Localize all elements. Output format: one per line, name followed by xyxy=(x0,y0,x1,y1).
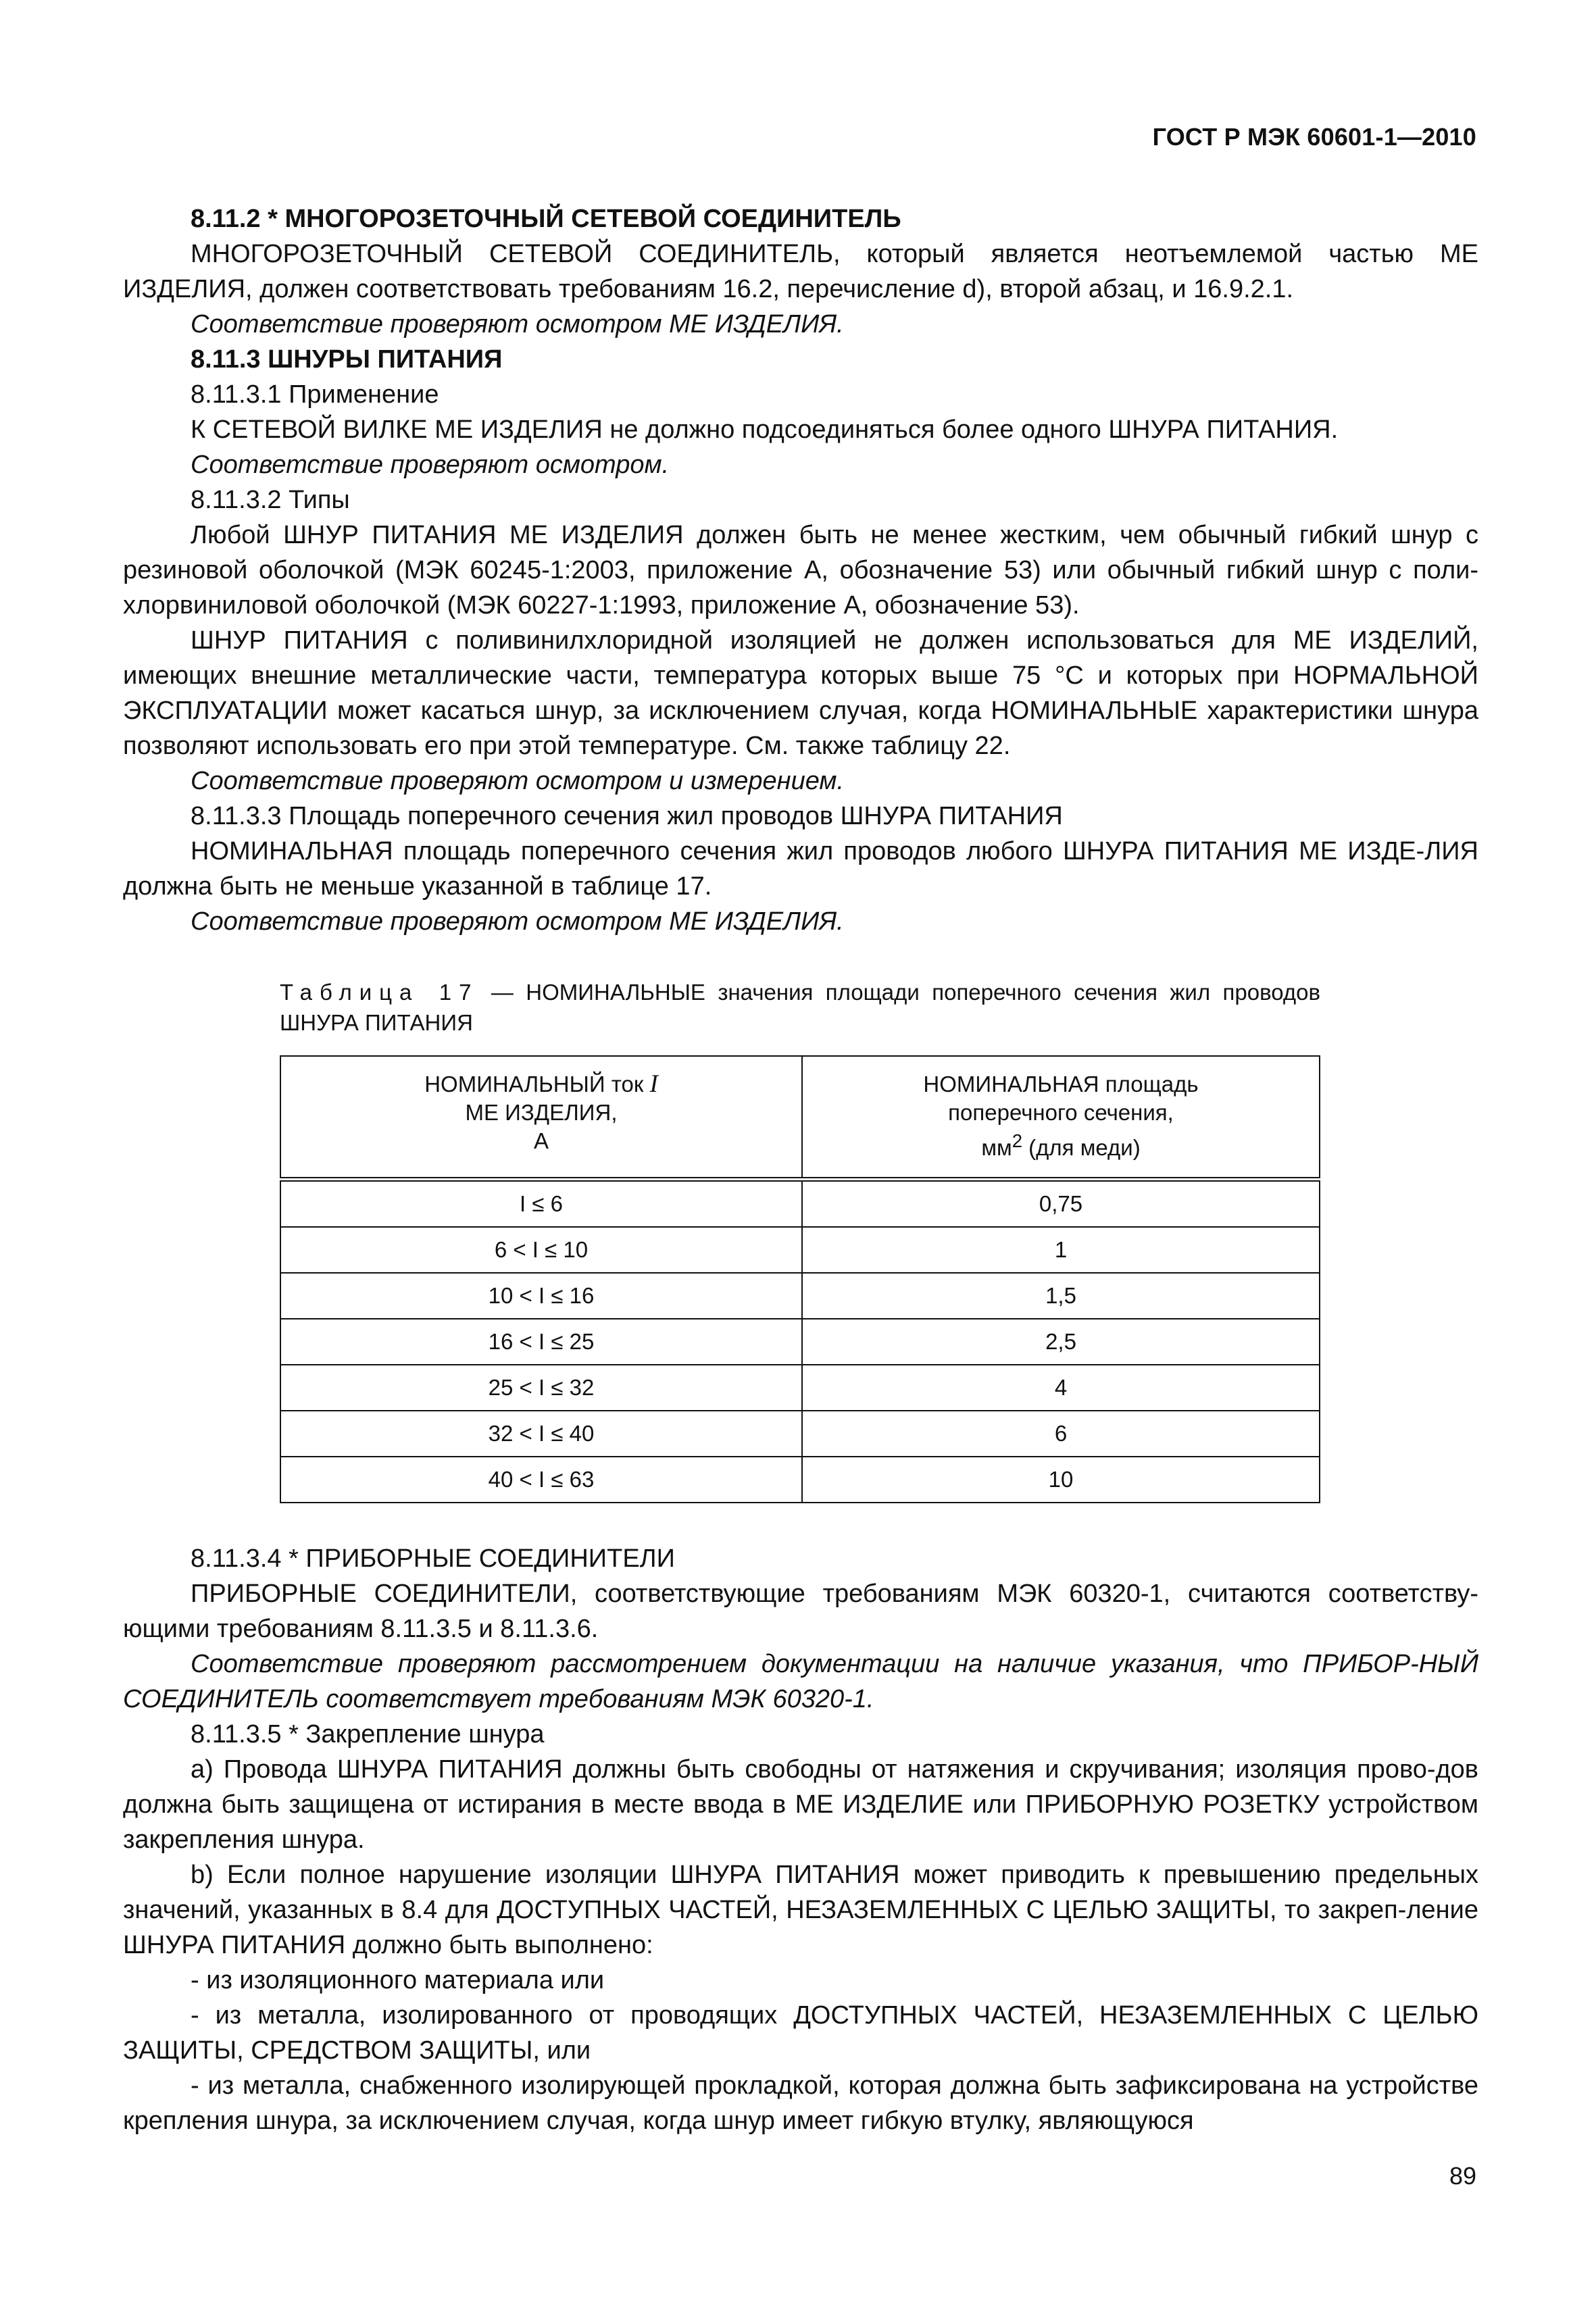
section-8-11-3-3-compliance: Соответствие проверяют осмотром МЕ ИЗДЕЛИЯ. xyxy=(191,907,844,936)
current-cell: 25 < I ≤ 32 xyxy=(280,1365,802,1411)
section-8-11-3-4-heading: 8.11.3.4 * ПРИБОРНЫЕ СОЕДИНИТЕЛИ xyxy=(191,1544,675,1573)
area-cell: 1,5 xyxy=(802,1273,1320,1319)
section-8-11-3-3-text: НОМИНАЛЬНАЯ площадь поперечного сечения жил проводов любого ШНУРА ПИТАНИЯ МЕ ИЗДЕ-ЛИЯ должна быть не меньше указанной в таблице 17. xyxy=(123,837,1478,901)
area-cell: 6 xyxy=(802,1411,1320,1457)
section-8-11-3-4-compliance: Соответствие проверяют рассмотрением документации на наличие указания, что ПРИБОР-НЫЙ СОЕДИНИТЕЛЬ соответствует требованиям МЭК 60320-1. xyxy=(123,1650,1478,1713)
table-row xyxy=(280,1365,1320,1411)
section-8-11-3-heading: 8.11.3 ШНУРЫ ПИТАНИЯ xyxy=(191,345,503,374)
section-8-11-3-3-heading: 8.11.3.3 Площадь поперечного сечения жил проводов ШНУРА ПИТАНИЯ xyxy=(191,802,1063,830)
column-header-area-unit: мм xyxy=(981,1135,1012,1160)
section-8-11-2-heading: 8.11.2 * МНОГОРОЗЕТОЧНЫЙ СЕТЕВОЙ СОЕДИНИТЕЛЬ xyxy=(191,205,901,233)
table-row xyxy=(280,1319,1320,1365)
standard-code-header: ГОСТ Р МЭК 60601-1—2010 xyxy=(1152,123,1476,151)
section-8-11-3-5-dash-1: - из изоляционного материала или xyxy=(191,1966,605,1994)
document-body xyxy=(123,201,1478,2138)
section-8-11-2-compliance: Соответствие проверяют осмотром МЕ ИЗДЕЛИЯ. xyxy=(191,310,844,338)
section-8-11-3-5-dash-3: - из металла, снабженного изолирующей прокладкой, которая должна быть зафиксирована на устройстве крепления шнура, за исключением случая, когда шнур имеет гибкую втулку, являющуюся xyxy=(123,2071,1478,2135)
section-8-11-3-1-compliance: Соответствие проверяют осмотром. xyxy=(191,451,670,479)
section-8-11-3-2-compliance: Соответствие проверяют осмотром и измерением. xyxy=(191,767,845,795)
section-8-11-3-1-heading: 8.11.3.1 Применение xyxy=(191,380,439,409)
table-17-caption-text: — НОМИНАЛЬНЫЕ значения площади поперечного сечения жил проводов ШНУРА ПИТАНИЯ xyxy=(280,980,1320,1035)
current-cell: 6 < I ≤ 10 xyxy=(280,1227,802,1273)
current-cell: 16 < I ≤ 25 xyxy=(280,1319,802,1365)
section-8-11-3-5-item-a: а) Провода ШНУРА ПИТАНИЯ должны быть свободны от натяжения и скручивания; изоляция прово-дов должна быть защищена от истирания в месте ввода в МЕ ИЗДЕЛИЕ или ПРИБОРНУЮ РОЗЕТКУ устройством закрепления шнура. xyxy=(123,1755,1478,1854)
section-8-11-3-5-heading: 8.11.3.5 * Закрепление шнура xyxy=(191,1720,545,1749)
column-header-area-label: НОМИНАЛЬНАЯ площадь xyxy=(923,1072,1199,1097)
current-cell: 40 < I ≤ 63 xyxy=(280,1457,802,1503)
table-17-caption-label: Таблица 17 xyxy=(280,980,479,1005)
current-variable: I xyxy=(649,1070,658,1098)
unit-superscript: 2 xyxy=(1012,1130,1022,1151)
section-8-11-3-2-text-1: Любой ШНУР ПИТАНИЯ МЕ ИЗДЕЛИЯ должен быть не менее жестким, чем обычный гибкий шнур с резиновой оболочкой (МЭК 60245-1:2003, приложение А, обозначение 53) или обычный гибкий шнур с поли-хлорвиниловой оболочкой (МЭК 60227-1:1993, приложение А, обозначение 53). xyxy=(123,521,1478,620)
current-cell: I ≤ 6 xyxy=(280,1180,802,1228)
column-header-current-unit: А xyxy=(533,1128,549,1153)
table-row xyxy=(280,1411,1320,1457)
area-cell: 2,5 xyxy=(802,1319,1320,1365)
table-row xyxy=(280,1457,1320,1503)
column-header-area-line2: поперечного сечения, xyxy=(948,1100,1174,1125)
column-header-current-label: НОМИНАЛЬНЫЙ ток xyxy=(424,1072,650,1097)
page-number: 89 xyxy=(1449,2162,1476,2190)
section-8-11-3-4-text: ПРИБОРНЫЕ СОЕДИНИТЕЛИ, соответствующие требованиям МЭК 60320-1, считаются соответству-ющими требованиям 8.11.3.5 и 8.11.3.6. xyxy=(123,1580,1478,1643)
area-cell: 0,75 xyxy=(802,1180,1320,1228)
column-header-area xyxy=(802,1056,1320,1180)
table-row xyxy=(280,1227,1320,1273)
section-8-11-3-5-item-b: b) Если полное нарушение изоляции ШНУРА ПИТАНИЯ может приводить к превышению предельных значений, указанных в 8.4 для ДОСТУПНЫХ ЧАСТЕЙ, НЕЗАЗЕМЛЕННЫХ С ЦЕЛЬЮ ЗАЩИТЫ, то закреп-ление ШНУРА ПИТАНИЯ должно быть выполнено: xyxy=(123,1861,1478,1959)
section-8-11-3-2-heading: 8.11.3.2 Типы xyxy=(191,486,350,514)
section-8-11-3-2-text-2: ШНУР ПИТАНИЯ с поливинилхлоридной изоляцией не должен использоваться для МЕ ИЗДЕЛИЙ, имеющих внешние металлические части, температура которых выше 75 °С и которых при НОРМАЛЬНОЙ ЭКСПЛУАТАЦИИ может касаться шнур, за исключением случая, когда НОМИНАЛЬНЫЕ характеристики шнура позволяют использовать его при этой температуре. См. также таблицу 22. xyxy=(123,626,1478,760)
section-8-11-3-1-text: К СЕТЕВОЙ ВИЛКЕ МЕ ИЗДЕЛИЯ не должно подсоединяться более одного ШНУРА ПИТАНИЯ. xyxy=(191,416,1339,444)
section-8-11-2-text: МНОГОРОЗЕТОЧНЫЙ СЕТЕВОЙ СОЕДИНИТЕЛЬ, который является неотъемлемой частью МЕ ИЗДЕЛИЯ, должен соответствовать требованиям 16.2, перечисление d), второй абзац, и 16.9.2.1. xyxy=(123,240,1478,303)
area-cell: 4 xyxy=(802,1365,1320,1411)
table-17 xyxy=(280,1055,1320,1503)
column-header-area-material: (для меди) xyxy=(1022,1135,1141,1160)
table-17-caption xyxy=(280,977,1320,1038)
section-8-11-3-5-dash-2: - из металла, изолированного от проводящих ДОСТУПНЫХ ЧАСТЕЙ, НЕЗАЗЕМЛЕННЫХ С ЦЕЛЬЮ ЗАЩИТЫ, СРЕДСТВОМ ЗАЩИТЫ, или xyxy=(123,2001,1478,2065)
current-cell: 10 < I ≤ 16 xyxy=(280,1273,802,1319)
area-cell: 1 xyxy=(802,1227,1320,1273)
table-row xyxy=(280,1180,1320,1228)
column-header-current-line2: МЕ ИЗДЕЛИЯ, xyxy=(465,1100,618,1125)
table-row xyxy=(280,1273,1320,1319)
area-cell: 10 xyxy=(802,1457,1320,1503)
table-17-block xyxy=(280,977,1320,1503)
current-cell: 32 < I ≤ 40 xyxy=(280,1411,802,1457)
column-header-current xyxy=(280,1056,802,1180)
table-header-row xyxy=(280,1056,1320,1180)
